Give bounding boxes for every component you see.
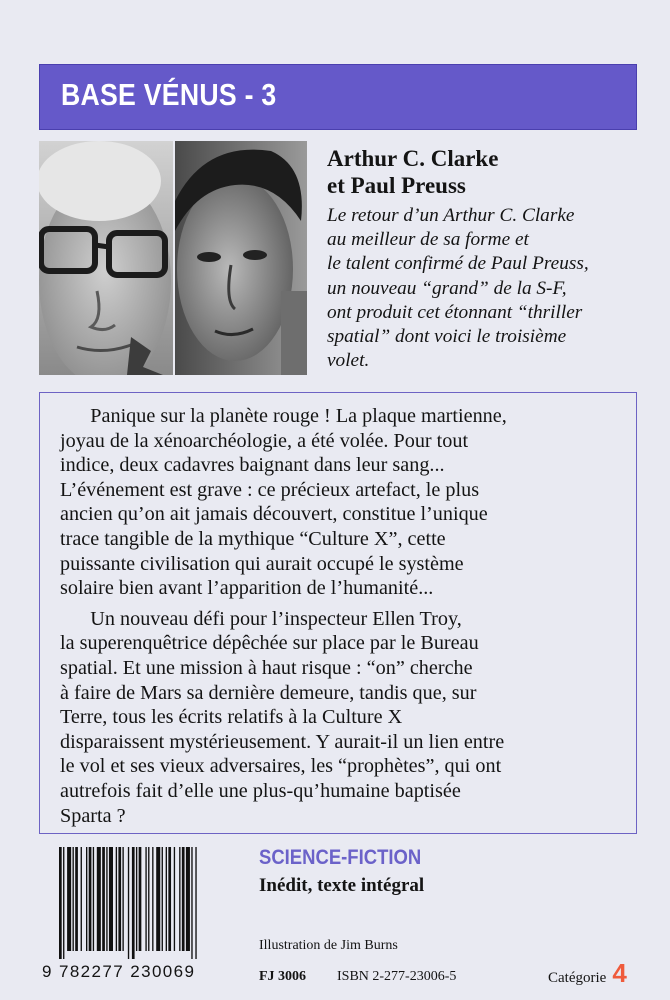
description-paragraph-1 <box>60 404 630 601</box>
title-banner <box>39 64 637 130</box>
barcode-bar <box>191 847 192 959</box>
blurb-line: spatial” dont voici le troisième <box>327 326 567 348</box>
barcode-bar <box>195 847 196 959</box>
barcode-bar <box>97 847 101 951</box>
barcode-bar <box>116 847 117 951</box>
barcode-number: 9 782277 230069 <box>42 962 196 981</box>
barcode-bar <box>86 847 87 951</box>
blurb-line: le talent confirmé de Paul Preuss, <box>327 253 589 275</box>
blurb <box>327 204 637 373</box>
category-label: Catégorie <box>548 970 607 986</box>
author-photo-clarke <box>39 141 173 375</box>
barcode-icon <box>59 847 241 959</box>
barcode-bar <box>166 847 167 951</box>
barcode-bar <box>59 847 62 959</box>
category <box>548 958 627 989</box>
barcode-bar <box>162 847 163 951</box>
barcode-bar <box>73 847 74 951</box>
description-line: Panique sur la planète rouge ! La plaque martienne, <box>60 405 507 427</box>
author-names <box>327 145 632 199</box>
author-line-1: Arthur C. Clarke <box>327 146 499 171</box>
description-line: spatial. Et une mission à haut risque : “on” cherche <box>60 656 473 679</box>
barcode-bar <box>102 847 105 951</box>
barcode-bar <box>67 847 71 951</box>
barcode-bar <box>179 847 180 951</box>
edition-label: Inédit, texte intégral <box>259 875 425 896</box>
barcode-bar <box>122 847 123 951</box>
blurb-line: ont produit cet étonnant “thriller <box>327 301 583 323</box>
barcode-bar <box>182 847 185 951</box>
blurb-line: au meilleur de sa forme et <box>327 229 529 251</box>
barcode-bar <box>118 847 121 951</box>
genre-label: SCIENCE-FICTION <box>259 846 422 869</box>
barcode-bar <box>93 847 94 951</box>
description-line: à faire de Mars sa dernière demeure, tandis que, sur <box>60 681 477 704</box>
barcode-bar <box>81 847 82 951</box>
isbn: ISBN 2-277-23006-5 <box>337 969 457 984</box>
description-line: solaire bien avant l’apparition de l’humanité... <box>60 577 434 600</box>
blurb-line: volet. <box>327 350 370 372</box>
illustration-credit: Illustration de Jim Burns <box>259 938 398 953</box>
description-line: la superenquêtrice dépêchée sur place par le Bureau <box>60 632 479 655</box>
barcode-bar <box>168 847 171 951</box>
barcode-bar <box>75 847 78 951</box>
barcode-bar <box>186 847 190 951</box>
description-line: puissante civilisation qui aurait occupé le système <box>60 552 464 575</box>
portrait-photo-icon <box>175 141 307 375</box>
author-line-2: et Paul Preuss <box>327 173 466 198</box>
description-line: Terre, tous les écrits relatifs à la Culture X <box>60 706 403 729</box>
barcode-bar <box>139 847 142 951</box>
reference-code: FJ 3006 <box>259 969 307 984</box>
description-line: indice, deux cadavres baignant dans leur sang... <box>60 454 445 477</box>
barcode-bar <box>89 847 92 951</box>
category-number: 4 <box>612 958 627 988</box>
barcode-bar <box>174 847 175 951</box>
description-line: le vol et ses vieux adversaires, les “prophètes”, qui ont <box>60 755 502 778</box>
barcode-bar <box>152 847 153 951</box>
description <box>60 404 630 828</box>
description-paragraph-2 <box>60 607 630 828</box>
barcode-bar <box>156 847 160 951</box>
description-line: Sparta ? <box>60 804 126 827</box>
description-line: autrefois fait d’elle une plus-qu’humaine baptisée <box>60 779 461 802</box>
description-line: Un nouveau défi pour l’inspecteur Ellen Troy, <box>60 607 462 630</box>
author-photo-preuss <box>175 141 307 375</box>
barcode-bar <box>145 847 146 951</box>
barcode <box>59 847 241 959</box>
blurb-line: un nouveau “grand” de la S-F, <box>327 277 567 299</box>
description-line: ancien qu’on ait jamais découvert, constitue l’unique <box>60 503 488 526</box>
description-line: joyau de la xénoarchéologie, a été volée. Pour tout <box>60 429 469 452</box>
barcode-bar <box>109 847 113 951</box>
description-line: trace tangible de la mythique “Culture X”, cette <box>60 527 446 550</box>
barcode-bar <box>132 847 135 959</box>
barcode-bar <box>128 847 129 959</box>
barcode-bar <box>136 847 137 951</box>
description-line: disparaissent mystérieusement. Y aurait-il un lien entre <box>60 730 505 753</box>
portrait-photo-icon <box>39 141 173 375</box>
description-line: L’événement est grave : ce précieux artefact, le plus <box>60 478 480 501</box>
book-title: BASE VÉNUS - 3 <box>61 77 277 112</box>
blurb-line: Le retour d’un Arthur C. Clarke <box>327 205 575 226</box>
barcode-bar <box>106 847 107 951</box>
barcode-bar <box>63 847 64 959</box>
barcode-bar <box>148 847 149 951</box>
